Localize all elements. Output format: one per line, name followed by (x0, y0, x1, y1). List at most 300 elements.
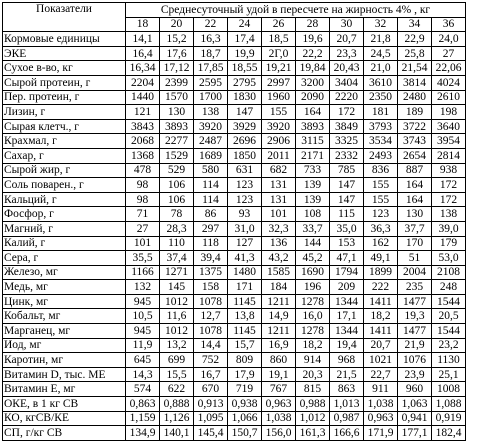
row-label: Сырой протеин, г (3, 75, 126, 90)
table-cell: 17,4 (228, 32, 262, 47)
row-label: Соль поварен., г (3, 178, 126, 193)
table-cell: 39,0 (432, 221, 466, 236)
table-cell: 574 (126, 382, 160, 397)
row-label: Сахар, г (3, 148, 126, 163)
row-label: Лизин, г (3, 105, 126, 120)
table-cell: 17,1 (330, 309, 364, 324)
table-cell: 16,34 (126, 61, 160, 76)
table-cell: 2277 (160, 134, 194, 149)
table-cell: 0,938 (228, 397, 262, 412)
table-cell: 1211 (262, 294, 296, 309)
table-cell: 53,0 (432, 251, 466, 266)
table-cell: 3920 (194, 119, 228, 134)
table-cell: 1278 (296, 294, 330, 309)
table-cell: 20,7 (364, 338, 398, 353)
table-cell: 158 (194, 280, 228, 295)
row-label: Магний, г (3, 221, 126, 236)
table-cell: 13,8 (228, 309, 262, 324)
table-cell: 179 (432, 236, 466, 251)
table-cell: 114 (194, 192, 228, 207)
table-cell: 1850 (228, 148, 262, 163)
table-cell: 16,3 (194, 32, 228, 47)
table-cell: 106 (160, 192, 194, 207)
table-cell: 114 (194, 178, 228, 193)
table-cell: 529 (160, 163, 194, 178)
table-cell: 19,9 (228, 46, 262, 61)
table-cell: 147 (330, 178, 364, 193)
row-label: Иод, мг (3, 338, 126, 353)
table-cell: 18,5 (262, 32, 296, 47)
table-cell: 25,1 (432, 367, 466, 382)
table-row (3, 367, 466, 382)
table-cell: 1960 (262, 90, 296, 105)
table-cell: 18,2 (364, 309, 398, 324)
table-cell: 17,9 (228, 367, 262, 382)
table-cell: 1,013 (330, 397, 364, 412)
table-cell: 0,987 (330, 411, 364, 426)
table-cell: 3843 (126, 119, 160, 134)
table-row (3, 192, 466, 207)
table-row (3, 90, 466, 105)
table-cell: 2487 (194, 134, 228, 149)
column-header: 28 (296, 17, 330, 32)
table-row (3, 397, 466, 412)
row-label: Витамин Е, мг (3, 382, 126, 397)
table-cell: 132 (126, 280, 160, 295)
table-cell: 20,7 (330, 32, 364, 47)
table-cell: 622 (160, 382, 194, 397)
row-label: Сырой жир, г (3, 163, 126, 178)
table-cell: 172 (432, 178, 466, 193)
table-cell: 121 (126, 105, 160, 120)
table-cell: 22,06 (432, 61, 466, 76)
table-cell: 27 (126, 221, 160, 236)
table-cell: 0,888 (160, 397, 194, 412)
table-cell: 2090 (296, 90, 330, 105)
table-cell: 171,9 (364, 426, 398, 441)
table-cell: 118 (194, 236, 228, 251)
table-cell: 23,2 (432, 338, 466, 353)
column-header: 24 (228, 17, 262, 32)
table-cell: 131 (262, 178, 296, 193)
table-header (3, 3, 466, 32)
table-cell: 1,126 (160, 411, 194, 426)
table-cell: 1211 (262, 324, 296, 339)
table-cell: 22,7 (364, 367, 398, 382)
table-cell: 161,3 (296, 426, 330, 441)
table-cell: 19,21 (262, 61, 296, 76)
table-cell: 2480 (398, 90, 432, 105)
table-cell: 33,7 (296, 221, 330, 236)
table-cell: 1145 (228, 324, 262, 339)
table-cell: 35,5 (126, 251, 160, 266)
table-cell: 945 (126, 324, 160, 339)
table-cell: 147 (330, 192, 364, 207)
table-row (3, 236, 466, 251)
table-cell: 1544 (432, 324, 466, 339)
table-cell: 98 (126, 178, 160, 193)
table-cell: 478 (126, 163, 160, 178)
table-row (3, 382, 466, 397)
table-cell: 49,1 (364, 251, 398, 266)
table-cell: 945 (126, 294, 160, 309)
table-cell: 733 (296, 163, 330, 178)
table-cell: 147 (228, 105, 262, 120)
table-cell: 248 (432, 280, 466, 295)
table-cell: 3115 (296, 134, 330, 149)
table-cell: 209 (330, 280, 364, 295)
table-cell: 1271 (160, 265, 194, 280)
table-cell: 3793 (364, 119, 398, 134)
table-cell: 184 (262, 280, 296, 295)
table-row (3, 32, 466, 47)
table-cell: 3743 (398, 134, 432, 149)
table-cell: 1440 (126, 90, 160, 105)
table-cell: 71 (126, 207, 160, 222)
table-cell: 16,7 (194, 367, 228, 382)
table-cell: 21,5 (330, 367, 364, 382)
table-cell: 130 (160, 105, 194, 120)
table-cell: 170 (398, 236, 432, 251)
table-cell: 3200 (296, 75, 330, 90)
table-cell: 1830 (228, 90, 262, 105)
table-cell: 155 (262, 105, 296, 120)
table-cell: 3325 (330, 134, 364, 149)
table-cell: 1480 (228, 265, 262, 280)
table-cell: 1,038 (262, 411, 296, 426)
row-label: Кальций, г (3, 192, 126, 207)
table-cell: 1166 (126, 265, 160, 280)
table-cell: 22,2 (296, 46, 330, 61)
table-cell: 1,038 (364, 397, 398, 412)
table-cell: 37,4 (160, 251, 194, 266)
table-cell: 155 (364, 192, 398, 207)
table-cell: 138 (432, 207, 466, 222)
table-cell: 2814 (432, 148, 466, 163)
table-cell: 0,913 (194, 397, 228, 412)
table-cell: 1544 (432, 294, 466, 309)
table-cell: 17,85 (194, 61, 228, 76)
table-cell: 189 (398, 105, 432, 120)
table-cell: 144 (296, 236, 330, 251)
row-label: ОКЕ, в 1 кг СВ (3, 397, 126, 412)
table-cell: 19,1 (262, 367, 296, 382)
row-label: Фосфор, г (3, 207, 126, 222)
table-cell: 86 (194, 207, 228, 222)
table-cell: 2906 (262, 134, 296, 149)
table-cell: 1570 (160, 90, 194, 105)
table-cell: 3954 (432, 134, 466, 149)
column-header: 20 (160, 17, 194, 32)
table-cell: 1078 (194, 324, 228, 339)
table-cell: 809 (228, 353, 262, 368)
table-cell: 15,2 (160, 32, 194, 47)
table-cell: 719 (228, 382, 262, 397)
table-cell: 51 (398, 251, 432, 266)
table-cell: 12,7 (194, 309, 228, 324)
table-cell: 98 (126, 192, 160, 207)
row-label: Витамин D, тыс. МЕ (3, 367, 126, 382)
table-cell: 0,963 (262, 397, 296, 412)
table-row (3, 105, 466, 120)
table-cell: 1700 (194, 90, 228, 105)
table-cell: 3640 (432, 119, 466, 134)
table-row (3, 46, 466, 61)
table-cell: 2654 (398, 148, 432, 163)
table-row (3, 338, 466, 353)
table-cell: 123 (228, 178, 262, 193)
table-cell: 172 (330, 105, 364, 120)
table-cell: 767 (262, 382, 296, 397)
table-cell: 17,12 (160, 61, 194, 76)
row-label: Пер. протеин, г (3, 90, 126, 105)
row-label: Кобальт, мг (3, 309, 126, 324)
table-cell: 3814 (398, 75, 432, 90)
table-cell: 2011 (262, 148, 296, 163)
table-cell: 14,3 (126, 367, 160, 382)
table-cell: 1145 (228, 294, 262, 309)
table-cell: 0,941 (398, 411, 432, 426)
table-cell: 153 (330, 236, 364, 251)
table-cell: 1375 (194, 265, 228, 280)
table-cell: 10,5 (126, 309, 160, 324)
column-header: 34 (398, 17, 432, 32)
table-cell: 93 (228, 207, 262, 222)
table-row (3, 280, 466, 295)
table-row (3, 148, 466, 163)
table-cell: 580 (194, 163, 228, 178)
table-cell: 1021 (364, 353, 398, 368)
table-cell: 15,7 (228, 338, 262, 353)
table-cell: 139 (296, 178, 330, 193)
table-cell: 21,9 (398, 338, 432, 353)
table-cell: 860 (262, 353, 296, 368)
table-cell: 3610 (364, 75, 398, 90)
table-cell: 3893 (160, 119, 194, 134)
column-header: 30 (330, 17, 364, 32)
feed-norms-table (2, 2, 466, 441)
table-cell: 235 (398, 280, 432, 295)
table-cell: 3404 (330, 75, 364, 90)
table-cell: 1130 (432, 353, 466, 368)
table-cell: 28,3 (160, 221, 194, 236)
table-cell: 162 (364, 236, 398, 251)
table-cell: 18,7 (194, 46, 228, 61)
table-cell: 171 (228, 280, 262, 295)
table-cell: 37,7 (398, 221, 432, 236)
table-cell: 19,6 (296, 32, 330, 47)
table-cell: 32,3 (262, 221, 296, 236)
table-row (3, 61, 466, 76)
table-cell: 0,863 (126, 397, 160, 412)
table-cell: 198 (432, 105, 466, 120)
table-cell: 3920 (262, 119, 296, 134)
table-row (3, 207, 466, 222)
table-cell: 16,0 (296, 309, 330, 324)
table-cell: 14,1 (126, 32, 160, 47)
table-cell: 2350 (364, 90, 398, 105)
table-cell: 645 (126, 353, 160, 368)
table-cell: 78 (160, 207, 194, 222)
table-cell: 297 (194, 221, 228, 236)
table-cell: 181 (364, 105, 398, 120)
table-cell: 19,4 (330, 338, 364, 353)
table-cell: 3534 (364, 134, 398, 149)
table-cell: 23,3 (330, 46, 364, 61)
table-cell: 0,988 (296, 397, 330, 412)
row-label: СП, г/кг СВ (3, 426, 126, 441)
table-cell: 130 (398, 207, 432, 222)
table-row (3, 163, 466, 178)
table-cell: 1,159 (126, 411, 160, 426)
table-cell: 2795 (228, 75, 262, 90)
table-cell: 106 (160, 178, 194, 193)
column-header: 22 (194, 17, 228, 32)
row-label: Сухое в-во, кг (3, 61, 126, 76)
table-cell: 123 (364, 207, 398, 222)
table-cell: 18,55 (228, 61, 262, 76)
milk-yield-group-header: Среднесуточный удой в пересчете на жирность 4% , кг (126, 3, 466, 18)
table-cell: 136 (262, 236, 296, 251)
table-cell: 39,4 (194, 251, 228, 266)
table-cell: 2Г,0 (262, 46, 296, 61)
table-cell: 134,9 (126, 426, 160, 441)
table-cell: 1,088 (432, 397, 466, 412)
table-cell: 24,5 (364, 46, 398, 61)
table-cell: 164 (398, 192, 432, 207)
table-cell: 177,1 (398, 426, 432, 441)
table-cell: 145,4 (194, 426, 228, 441)
table-cell: 2399 (160, 75, 194, 90)
table-cell: 156,0 (262, 426, 296, 441)
table-cell: 1078 (194, 294, 228, 309)
table-cell: 1,095 (194, 411, 228, 426)
table-cell: 47,1 (330, 251, 364, 266)
table-cell: 2493 (364, 148, 398, 163)
table-cell: 15,5 (160, 367, 194, 382)
table-cell: 222 (364, 280, 398, 295)
table-row (3, 265, 466, 280)
table-cell: 2004 (398, 265, 432, 280)
table-cell: 19,3 (398, 309, 432, 324)
table-cell: 196 (296, 280, 330, 295)
table-cell: 110 (160, 236, 194, 251)
table-cell: 4024 (432, 75, 466, 90)
table-cell: 1689 (194, 148, 228, 163)
table-cell: 2108 (432, 265, 466, 280)
row-label: КО, кгСВ/КЕ (3, 411, 126, 426)
table-row (3, 134, 466, 149)
row-label: Калий, г (3, 236, 126, 251)
table-cell: 11,6 (160, 309, 194, 324)
table-cell: 138 (194, 105, 228, 120)
table-row (3, 178, 466, 193)
column-header: 18 (126, 17, 160, 32)
table-row (3, 221, 466, 236)
table-cell: 2332 (330, 148, 364, 163)
table-body (3, 32, 466, 441)
column-header: 36 (432, 17, 466, 32)
table-cell: 863 (330, 382, 364, 397)
table-cell: 914 (296, 353, 330, 368)
table-cell: 887 (398, 163, 432, 178)
table-cell: 682 (262, 163, 296, 178)
table-cell: 24,0 (432, 32, 466, 47)
table-cell: 2595 (194, 75, 228, 90)
table-row (3, 119, 466, 134)
table-cell: 2997 (262, 75, 296, 90)
table-cell: 0,919 (432, 411, 466, 426)
table-cell: 1477 (398, 324, 432, 339)
table-cell: 43,2 (262, 251, 296, 266)
table-cell: 699 (160, 353, 194, 368)
table-cell: 127 (228, 236, 262, 251)
table-cell: 27 (432, 46, 466, 61)
table-cell: 968 (330, 353, 364, 368)
table-cell: 1344 (330, 324, 364, 339)
row-label: Сера, г (3, 251, 126, 266)
table-cell: 17,6 (160, 46, 194, 61)
table-cell: 131 (262, 192, 296, 207)
table-row (3, 426, 466, 441)
table-cell: 1794 (330, 265, 364, 280)
table-cell: 3893 (296, 119, 330, 134)
column-header: 26 (262, 17, 296, 32)
table-cell: 938 (432, 163, 466, 178)
table-cell: 108 (296, 207, 330, 222)
table-cell: 1368 (126, 148, 160, 163)
table-cell: 1899 (364, 265, 398, 280)
table-row (3, 309, 466, 324)
table-cell: 21,54 (398, 61, 432, 76)
table-cell: 18,2 (296, 338, 330, 353)
table-cell: 140,1 (160, 426, 194, 441)
column-header: 32 (364, 17, 398, 32)
table-cell: 21,0 (364, 61, 398, 76)
row-label: Железо, мг (3, 265, 126, 280)
table-cell: 11,9 (126, 338, 160, 353)
table-cell: 1585 (262, 265, 296, 280)
table-cell: 836 (364, 163, 398, 178)
table-cell: 172 (432, 192, 466, 207)
table-cell: 139 (296, 192, 330, 207)
table-cell: 3722 (398, 119, 432, 134)
parameter-header: Показатели (3, 3, 126, 32)
table-cell: 785 (330, 163, 364, 178)
table-cell: 3849 (330, 119, 364, 134)
table-cell: 1278 (296, 324, 330, 339)
table-cell: 19,84 (296, 61, 330, 76)
table-cell: 2068 (126, 134, 160, 149)
table-cell: 16,4 (126, 46, 160, 61)
table-cell: 1477 (398, 294, 432, 309)
table-cell: 1529 (160, 148, 194, 163)
row-label: Крахмал, г (3, 134, 126, 149)
table-cell: 1690 (296, 265, 330, 280)
table-cell: 1012 (160, 324, 194, 339)
table-cell: 20,3 (296, 367, 330, 382)
table-cell: 1008 (432, 382, 466, 397)
table-cell: 23,9 (398, 367, 432, 382)
table-cell: 1076 (398, 353, 432, 368)
table-cell: 1411 (364, 294, 398, 309)
table-row (3, 324, 466, 339)
table-cell: 1411 (364, 324, 398, 339)
table-cell: 101 (126, 236, 160, 251)
table-cell: 164 (398, 178, 432, 193)
table-cell: 2610 (432, 90, 466, 105)
table-cell: 0,963 (364, 411, 398, 426)
